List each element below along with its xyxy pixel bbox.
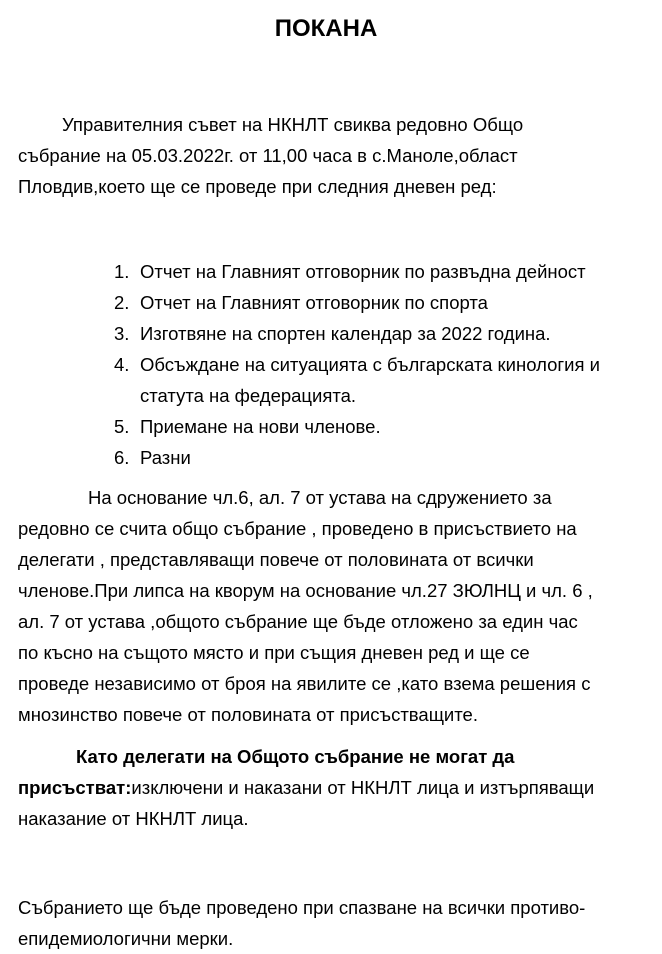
delegates-heading-part-1: Като делегати на Общото събрание не могат да [76,746,515,767]
agenda-item [0,318,662,349]
agenda-item [0,442,662,473]
agenda-item-number: 1. [114,261,130,282]
agenda-item [0,256,662,287]
agenda-item-text-continued: статута на федерацията. [140,385,357,406]
closing-line-1: Събранието ще бъде проведено при спазване на всички противо- [18,897,586,918]
quorum-paragraph [18,482,654,730]
agenda-item-number: 6. [114,447,130,468]
delegates-line-3: наказание от НКНЛТ лица. [18,808,249,829]
quorum-line: проведе независимо от броя на явилите се ,като взема решения с [18,673,591,694]
delegates-text: изключени и наказани от НКНЛТ лица и изтърпяващи [131,777,595,798]
closing-paragraph [18,892,654,954]
quorum-line: редовно се счита общо събрание , проведено в присъствието на [18,518,577,539]
agenda-item-number: 2. [114,292,130,313]
agenda-list [0,256,662,473]
agenda-item-text: Обсъждане на ситуацията с българската кинология и [140,354,600,375]
quorum-line: На основание чл.6, ал. 7 от устава на сдружението за [88,487,552,508]
delegates-line-1 [18,741,654,772]
agenda-item [0,411,662,442]
quorum-line: по късно на същото място и при същия дневен ред и ще се [18,642,530,663]
delegates-paragraph [18,741,654,834]
agenda-item-number: 5. [114,416,130,437]
intro-line-3: Пловдив,което ще се проведе при следния дневен ред: [18,176,497,197]
agenda-item-text: Отчет на Главният отговорник по спорта [140,292,488,313]
quorum-line: мнозинство повече от половината от присъстващите. [18,704,478,725]
quorum-line: делегати , представляващи повече от половината от всички [18,549,534,570]
agenda-item-number: 4. [114,354,130,375]
agenda-item-text: Отчет на Главният отговорник по развъдна дейност [140,261,586,282]
delegates-heading-part-2: присъстват: [18,777,132,798]
delegates-line-2 [18,772,654,803]
agenda-item [0,349,662,411]
agenda-item-text: Приемане на нови членове. [140,416,381,437]
intro-paragraph [18,109,654,202]
agenda-item-number: 3. [114,323,130,344]
agenda-item [0,287,662,318]
quorum-line: членове.При липса на кворум на основание чл.27 ЗЮЛНЦ и чл. 6 , [18,580,593,601]
quorum-line: ал. 7 от устава ,общото събрание ще бъде отложено за един час [18,611,578,632]
agenda-item-text: Разни [140,447,191,468]
document-title: ПОКАНА [274,15,378,42]
intro-line-2: събрание на 05.03.2022г. от 11,00 часа в с.Маноле,област [18,145,518,166]
closing-line-2: епидемиологични мерки. [18,928,234,949]
intro-line-1: Управителния съвет на НКНЛТ свиква редовно Общо [62,114,524,135]
agenda-item-text: Изготвяне на спортен календар за 2022 година. [140,323,551,344]
